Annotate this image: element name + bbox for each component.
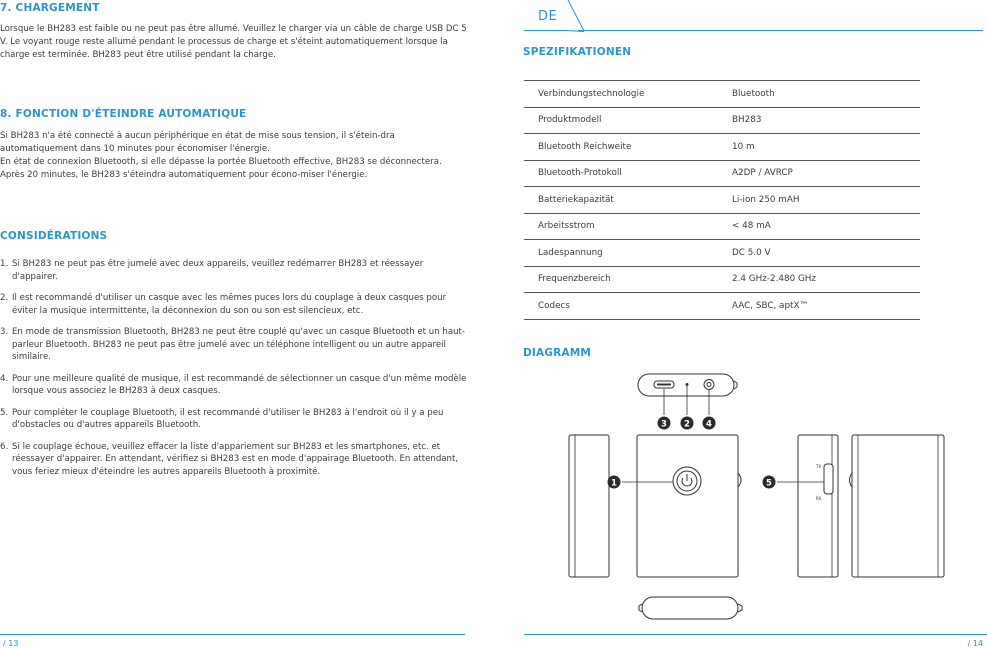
consideration-text: Il est recommandé d'utiliser un casque avec les mêmes puces lors du couplage à deux casques pour éviter la musique intermittente, la déconnexion du son ou son est silencieux, etc. (12, 293, 447, 316)
callout-label-5: 5 (766, 478, 772, 489)
spec-key: Bluetooth-Protokoll (524, 160, 718, 187)
consideration-item (0, 326, 468, 364)
spec-key: Batteriekapazität (524, 187, 718, 214)
consideration-text: Si le couplage échoue, veuillez effacer la liste d'appariement sur BH283 et les smartphones, etc. et réessayer d'appairer. En attendant, vérifiez si BH283 est en mode d'appairage Bluetooth. En attendant, vous feriez mieux d'éteindre les autres appareils Bluetooth à proximité. (12, 441, 459, 477)
consideration-item (0, 407, 468, 432)
spec-value: 2.4 GHz-2.480 GHz (718, 266, 920, 293)
callout-label-2: 2 (684, 419, 690, 430)
auto-off-paragraph-2: En état de connexion Bluetooth, si elle dépasse la portée Bluetooth effective, BH283 se déconnectera. Après 20 minutes, le BH283 s'éteindra automatiquement pour écono-miser l'énergie. (0, 157, 442, 180)
device-side-view-right (777, 435, 838, 577)
consideration-number: 5. (0, 407, 9, 418)
consideration-item (0, 292, 468, 317)
callout-badge-5 (763, 476, 776, 489)
consideration-text: Pour compléter le couplage Bluetooth, il est recommandé d'utiliser le BH283 à l'endroit où il y a peu d'obstacles ou d'autres appareils Bluetooth. (12, 407, 444, 430)
device-front-view (622, 435, 741, 577)
consideration-text: Pour une meilleure qualité de musique, il est recommandé de sélectionner un casque d'un même modèle lorsque vous associez le BH283 à deux casques. (12, 373, 467, 396)
callout-badge-3 (658, 417, 671, 430)
spec-value: Bluetooth (718, 81, 920, 108)
spec-row (524, 107, 920, 134)
svg-text:RX: RX (816, 496, 822, 501)
left-page (0, 0, 470, 648)
spec-value: AAC, SBC, aptX™ (718, 293, 920, 320)
spec-row (524, 213, 920, 240)
spec-row (524, 240, 920, 267)
consideration-number: 6. (0, 441, 9, 452)
spec-value: Li-ion 250 mAH (718, 187, 920, 214)
header-rule (578, 30, 983, 31)
svg-text:TX: TX (816, 464, 822, 469)
section-title-charging: 7. CHARGEMENT (0, 2, 100, 14)
callout-badge-2 (681, 417, 694, 430)
section-title-diagram: DIAGRAMM (523, 347, 592, 359)
footer-rule (0, 634, 465, 635)
spec-row (524, 293, 920, 320)
section-title-auto-off: 8. FONCTION D'ÉTEINDRE AUTOMATIQUE (0, 108, 247, 120)
device-top-view (638, 374, 737, 415)
device-diagram (558, 368, 978, 626)
callout-label-4: 4 (706, 419, 712, 430)
callout-badge-1 (608, 476, 621, 489)
device-back-view (850, 435, 945, 577)
auto-off-paragraph-1: Si BH283 n'a été connecté à aucun périphérique en état de mise sous tension, il s'étein-dra automatiquement dans 10 minutes pour économiser l'énergie. (0, 131, 395, 154)
considerations-list (0, 258, 468, 487)
right-page (518, 0, 987, 648)
callout-label-1: 1 (611, 478, 617, 489)
consideration-number: 4. (0, 373, 9, 384)
consideration-item (0, 441, 468, 479)
spec-row (524, 160, 920, 187)
consideration-text: En mode de transmission Bluetooth, BH283 ne peut être couplé qu'avec un casque Bluetooth et un haut-parleur Bluetooth. BH283 ne peut pas être jumelé avec un téléphone intelligent ou un autre appareil similaire. (12, 327, 466, 362)
spec-key: Frequenzbereich (524, 266, 718, 293)
page-number-right: / 14 (967, 639, 983, 648)
consideration-number: 3. (0, 327, 9, 337)
footer-rule-right (524, 634, 987, 635)
spec-value: 10 m (718, 134, 920, 161)
page-number-left: / 13 (3, 639, 19, 648)
spec-value: < 48 mA (718, 213, 920, 240)
consideration-item (0, 258, 468, 283)
spec-key: Bluetooth Reichweite (524, 134, 718, 161)
consideration-text: Si BH283 ne peut pas être jumelé avec deux appareils, veuillez redémarrer BH283 et réessayer d'appairer. (12, 259, 424, 282)
consideration-number: 1. (0, 259, 9, 269)
callout-badge-4 (703, 417, 716, 430)
spec-row (524, 266, 920, 293)
language-tab-label: DE (538, 9, 558, 24)
spec-row (524, 81, 920, 108)
consideration-item (0, 373, 468, 398)
spec-key: Produktmodell (524, 107, 718, 134)
callout-label-3: 3 (661, 419, 667, 430)
spec-key: Codecs (524, 293, 718, 320)
device-side-view-left (569, 435, 609, 577)
section-title-specs: SPEZIFIKATIONEN (523, 46, 632, 58)
spec-row (524, 187, 920, 214)
auto-off-text (0, 130, 468, 182)
spec-key: Arbeitsstrom (524, 213, 718, 240)
consideration-number: 2. (0, 293, 9, 303)
section-title-considerations: CONSIDÉRATIONS (0, 230, 108, 242)
spec-key: Verbindungstechnologie (524, 81, 718, 108)
charging-text: Lorsque le BH283 est faible ou ne peut pas être allumé. Veuillez le charger via un câble de charge USB DC 5 V. Le voyant rouge reste allumé pendant le processus de charge et s'éteint automatiquement lorsque la charge est terminée. BH283 peut être utilisé pendant la charge. (0, 24, 467, 60)
spec-row (524, 134, 920, 161)
spec-table (524, 80, 920, 320)
spec-key: Ladespannung (524, 240, 718, 267)
spec-value: DC 5.0 V (718, 240, 920, 267)
device-bottom-view (639, 597, 742, 619)
spec-value: BH283 (718, 107, 920, 134)
spec-value: A2DP / AVRCP (718, 160, 920, 187)
